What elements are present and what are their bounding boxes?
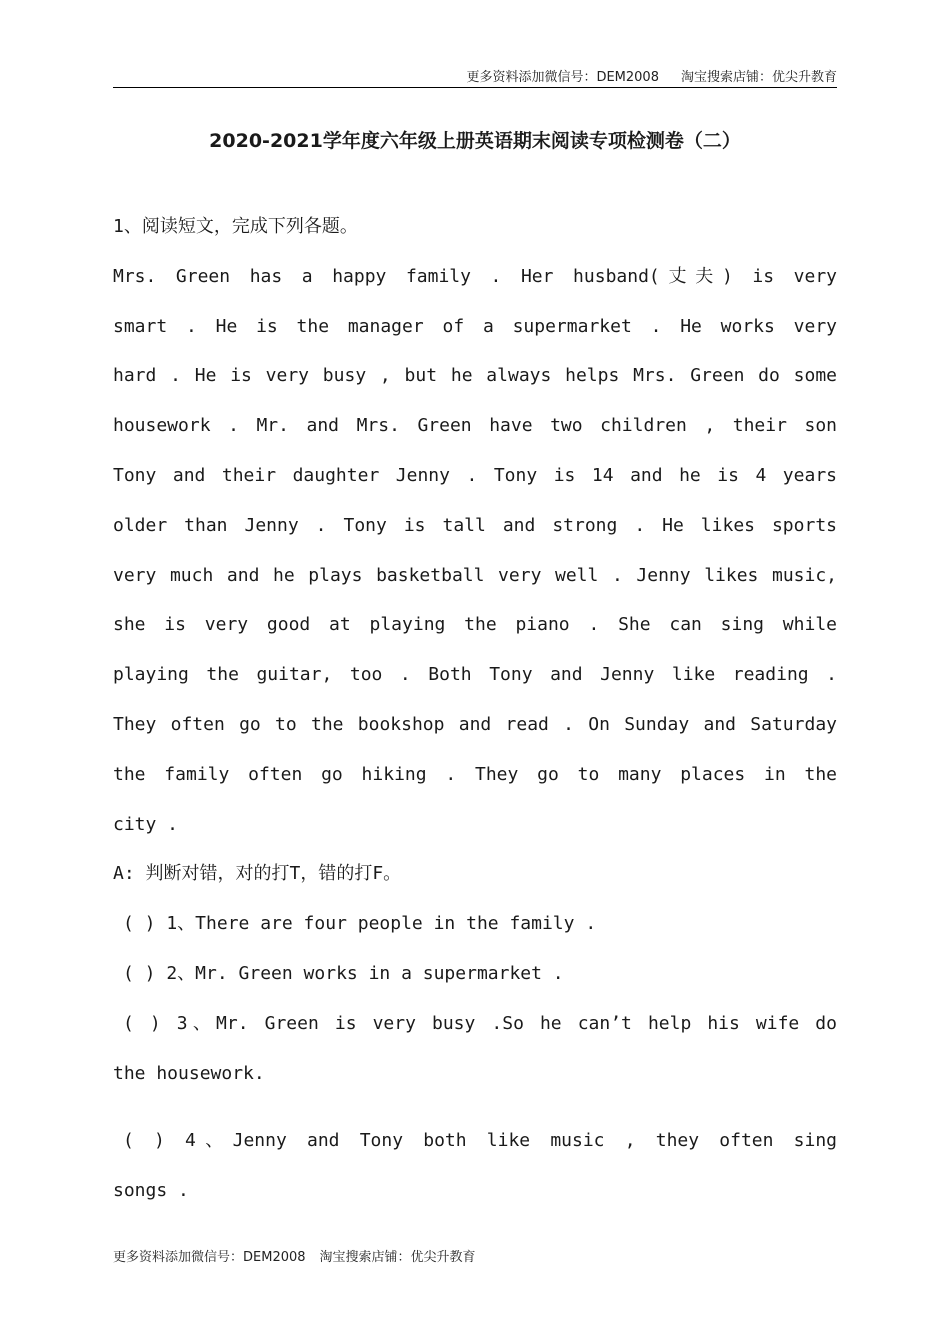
header-wechat: 更多资料添加微信号：DEM2008 bbox=[466, 70, 659, 85]
passage-line: smart . He is the manager of a supermarket . He works very bbox=[113, 315, 837, 337]
section-heading: 1、阅读短文，完成下列各题。 bbox=[113, 216, 358, 237]
page-header bbox=[113, 66, 837, 85]
passage-line: They often go to the bookshop and read . On Sunday and Saturday bbox=[113, 713, 837, 735]
page-footer bbox=[113, 1246, 476, 1265]
question-4-continuation: songs . bbox=[113, 1180, 189, 1202]
footer-wechat: 更多资料添加微信号：DEM2008 bbox=[113, 1250, 306, 1265]
passage-line: the family often go hiking . They go to many places in the bbox=[113, 763, 837, 785]
passage-line: city . bbox=[113, 813, 179, 835]
passage-line: older than Jenny . Tony is tall and strong . He likes sports bbox=[113, 514, 837, 536]
passage-line: playing the guitar, too . Both Tony and Jenny like reading . bbox=[113, 664, 837, 686]
passage-line: very much and he plays basketball very well . Jenny likes music, bbox=[113, 564, 837, 586]
page-title: 2020-2021学年度六年级上册英语期末阅读专项检测卷（二） bbox=[209, 130, 741, 152]
header-divider bbox=[113, 87, 837, 88]
question-4: ( ) 4、Jenny and Tony both like music , they often sing bbox=[123, 1130, 837, 1152]
question-2: ( ) 2、Mr. Green works in a supermarket . bbox=[123, 962, 564, 984]
passage-line: housework . Mr. and Mrs. Green have two children , their son bbox=[113, 415, 837, 437]
footer-shop: 淘宝搜索店铺：优尖升教育 bbox=[319, 1250, 476, 1265]
document-body bbox=[113, 210, 837, 1224]
question-3: ( ) 3、Mr. Green is very busy .So he can’t help his wife do bbox=[123, 1012, 837, 1034]
passage-line: Mrs. Green has a happy family . Her husband(丈夫) is very bbox=[113, 265, 837, 287]
header-shop: 淘宝搜索店铺：优尖升教育 bbox=[680, 70, 837, 85]
passage-line: she is very good at playing the piano . She can sing while bbox=[113, 614, 837, 636]
passage-line: Tony and their daughter Jenny . Tony is 14 and he is 4 years bbox=[113, 464, 837, 486]
question-3-continuation: the housework. bbox=[113, 1062, 265, 1084]
instruction: A: 判断对错，对的打T，错的打F。 bbox=[113, 863, 402, 885]
passage-line: hard . He is very busy , but he always helps Mrs. Green do some bbox=[113, 365, 837, 387]
question-1: ( ) 1、There are four people in the family . bbox=[123, 913, 597, 935]
